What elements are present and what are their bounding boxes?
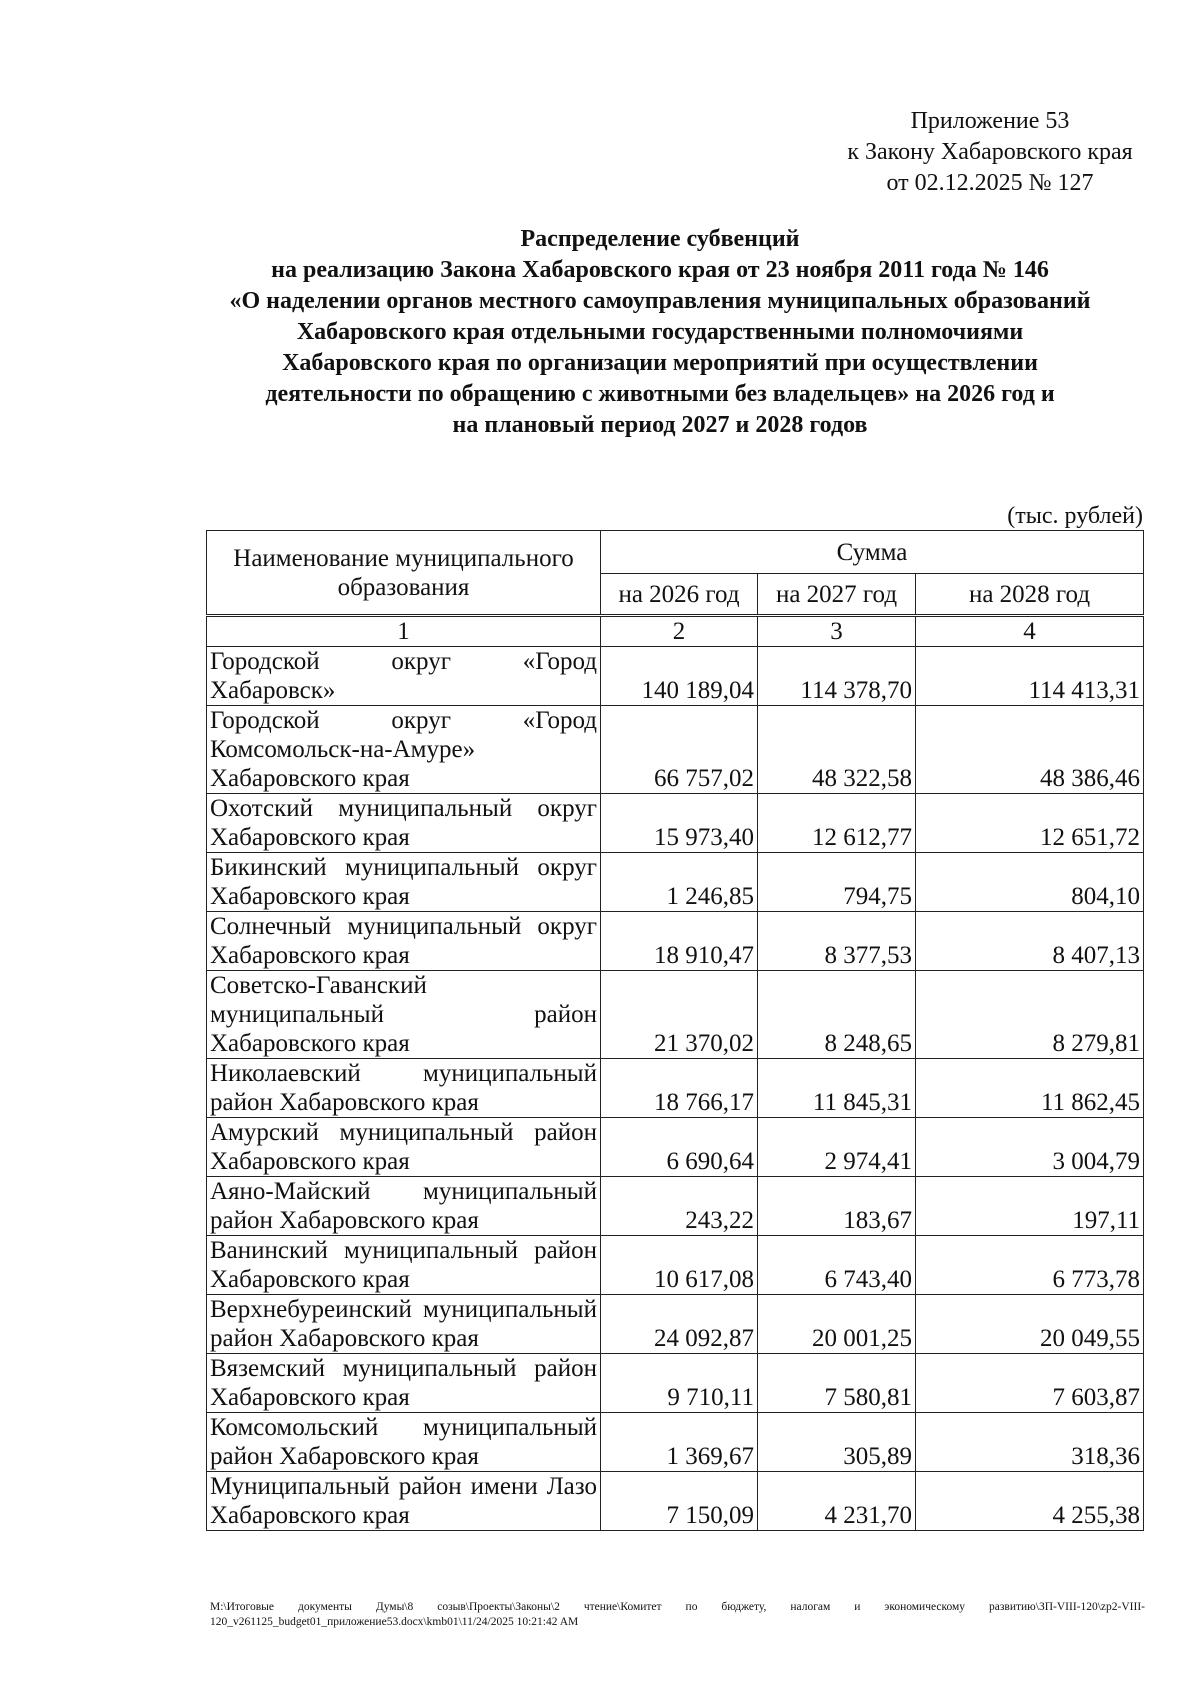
municipality-name: Бикинский муниципальный округ Хабаровского края <box>207 853 601 912</box>
subvention-table <box>206 530 1144 1531</box>
amount-2028: 20 049,55 <box>916 1295 1144 1354</box>
column-number: 1 <box>207 616 601 647</box>
amount-2026: 6 690,64 <box>601 1118 758 1177</box>
amount-2028: 318,36 <box>916 1413 1144 1472</box>
amount-2026: 18 766,17 <box>601 1059 758 1118</box>
amount-2028: 7 603,87 <box>916 1354 1144 1413</box>
amount-2026: 1 369,67 <box>601 1413 758 1472</box>
amount-2027: 8 248,65 <box>758 971 916 1059</box>
amount-2027: 8 377,53 <box>758 912 916 971</box>
municipality-name: Аяно-Майский муниципальный район Хабаровского края <box>207 1177 601 1236</box>
table-row <box>207 1059 1144 1118</box>
amount-2028: 114 413,31 <box>916 647 1144 706</box>
amount-2027: 183,67 <box>758 1177 916 1236</box>
column-number: 4 <box>916 616 1144 647</box>
table-row <box>207 1413 1144 1472</box>
municipality-name: Николаевский муниципальный район Хабаровского края <box>207 1059 601 1118</box>
amount-2026: 10 617,08 <box>601 1236 758 1295</box>
title-line: Хабаровского края отдельными государственными полномочиями <box>296 319 1024 345</box>
amount-2026: 7 150,09 <box>601 1472 758 1531</box>
amount-2027: 12 612,77 <box>758 794 916 853</box>
table-row <box>207 1472 1144 1531</box>
municipality-name: Амурский муниципальный район Хабаровского края <box>207 1118 601 1177</box>
amount-2026: 140 189,04 <box>601 647 758 706</box>
units-label: (тыс. рублей) <box>1007 503 1143 529</box>
column-numbers-row <box>207 616 1144 647</box>
header-year-2028: на 2028 год <box>916 574 1144 616</box>
municipality-name: Солнечный муниципальный округ Хабаровского края <box>207 912 601 971</box>
title-line: «О наделении органов местного самоуправления муниципальных образований <box>229 288 1091 314</box>
title-line: Хабаровского края по организации мероприятий при осуществлении <box>282 350 1038 376</box>
municipality-name: Городской округ «Город Комсомольск-на-Амуре» Хабаровского края <box>207 706 601 794</box>
table-row <box>207 706 1144 794</box>
amount-2028: 48 386,46 <box>916 706 1144 794</box>
amount-2027: 7 580,81 <box>758 1354 916 1413</box>
amount-2028: 11 862,45 <box>916 1059 1144 1118</box>
table-row <box>207 1177 1144 1236</box>
table-row <box>207 853 1144 912</box>
appendix-law: к Закону Хабаровского края <box>847 139 1133 165</box>
municipality-name: Муниципальный район имени Лазо Хабаровского края <box>207 1472 601 1531</box>
title-line: на реализацию Закона Хабаровского края от 23 ноября 2011 года № 146 <box>271 257 1049 283</box>
title-line: на плановый период 2027 и 2028 годов <box>452 412 868 438</box>
municipality-name: Ванинский муниципальный район Хабаровского края <box>207 1236 601 1295</box>
amount-2027: 6 743,40 <box>758 1236 916 1295</box>
table-row <box>207 647 1144 706</box>
header-row <box>207 531 1144 574</box>
appendix-reference <box>830 106 1150 199</box>
table-row <box>207 971 1144 1059</box>
amount-2026: 9 710,11 <box>601 1354 758 1413</box>
column-number: 2 <box>601 616 758 647</box>
amount-2026: 66 757,02 <box>601 706 758 794</box>
amount-2026: 243,22 <box>601 1177 758 1236</box>
header-year-2026: на 2026 год <box>601 574 758 616</box>
amount-2027: 48 322,58 <box>758 706 916 794</box>
amount-2028: 4 255,38 <box>916 1472 1144 1531</box>
table-row <box>207 1295 1144 1354</box>
amount-2028: 3 004,79 <box>916 1118 1144 1177</box>
municipality-name: Верхнебуреинский муниципальный район Хабаровского края <box>207 1295 601 1354</box>
header-municipality: Наименование муниципального образования <box>207 531 601 616</box>
title-line: Распределение субвенций <box>520 226 800 252</box>
header-year-2027: на 2027 год <box>758 574 916 616</box>
amount-2026: 18 910,47 <box>601 912 758 971</box>
amount-2026: 24 092,87 <box>601 1295 758 1354</box>
document-title <box>170 224 1150 441</box>
amount-2027: 794,75 <box>758 853 916 912</box>
amount-2026: 15 973,40 <box>601 794 758 853</box>
amount-2028: 6 773,78 <box>916 1236 1144 1295</box>
amount-2028: 8 407,13 <box>916 912 1144 971</box>
municipality-name: Комсомольский муниципальный район Хабаровского края <box>207 1413 601 1472</box>
municipality-name: Советско-Гаванский муниципальный район Хабаровского края <box>207 971 601 1059</box>
amount-2026: 1 246,85 <box>601 853 758 912</box>
amount-2027: 305,89 <box>758 1413 916 1472</box>
amount-2027: 11 845,31 <box>758 1059 916 1118</box>
header-sum: Сумма <box>601 531 1144 574</box>
amount-2028: 197,11 <box>916 1177 1144 1236</box>
column-number: 3 <box>758 616 916 647</box>
amount-2028: 12 651,72 <box>916 794 1144 853</box>
amount-2027: 20 001,25 <box>758 1295 916 1354</box>
table-row <box>207 794 1144 853</box>
municipality-name: Городской округ «Город Хабаровск» <box>207 647 601 706</box>
amount-2028: 804,10 <box>916 853 1144 912</box>
amount-2027: 2 974,41 <box>758 1118 916 1177</box>
table-row <box>207 1354 1144 1413</box>
appendix-date: от 02.12.2025 № 127 <box>886 170 1094 196</box>
municipality-name: Охотский муниципальный округ Хабаровского края <box>207 794 601 853</box>
appendix-number: Приложение 53 <box>910 108 1070 134</box>
title-line: деятельности по обращению с животными без владельцев» на 2026 год и <box>265 381 1055 407</box>
table-row <box>207 912 1144 971</box>
amount-2026: 21 370,02 <box>601 971 758 1059</box>
amount-2028: 8 279,81 <box>916 971 1144 1059</box>
table-row <box>207 1236 1144 1295</box>
file-path-footer: M:\Итоговые документы Думы\8 созыв\Проекты\Законы\2 чтение\Комитет по бюджету, налогам и экономическому развитию\ЗП-VIII-120\zp2-VIII-120_v261125_budget01_приложение53.docx\kmb01\11/24/2025 10:21:42 AM <box>210 1601 1145 1628</box>
table-row <box>207 1118 1144 1177</box>
amount-2027: 114 378,70 <box>758 647 916 706</box>
municipality-name: Вяземский муниципальный район Хабаровского края <box>207 1354 601 1413</box>
amount-2027: 4 231,70 <box>758 1472 916 1531</box>
